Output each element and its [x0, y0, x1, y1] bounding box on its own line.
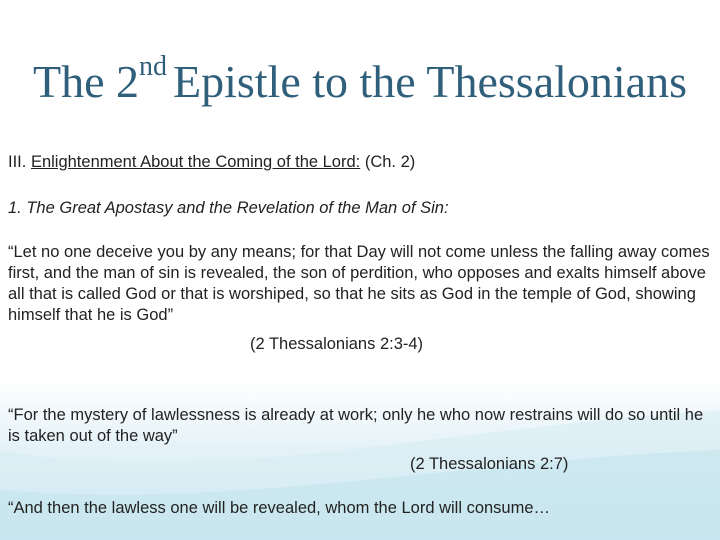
title-superscript: nd: [138, 51, 167, 82]
quote-text: “Let no one deceive you by any means; for that Day will not come unless the falling away comes first, and the man of sin is revealed, the son of perdition, who opposes and exalts himself above all that is called God or that is worshiped, so that he sits as God in the temple of God, showing himself that he is God”: [8, 243, 710, 324]
title-prefix: The 2: [32, 56, 139, 107]
quote-reference: (2 Thessalonians 2:7): [410, 455, 569, 473]
subheading: 1. The Great Apostasy and the Revelation of the Man of Sin:: [8, 199, 449, 217]
quote-reference: (2 Thessalonians 2:3-4): [250, 335, 424, 353]
quote-text: “For the mystery of lawlessness is already at work; only he who now restrains will do so until he is taken out of the way”: [8, 406, 704, 445]
section-heading: [8, 152, 415, 173]
slide-title: [0, 51, 720, 108]
section-chapter: (Ch. 2): [364, 153, 416, 171]
section-numeral: III.: [8, 153, 27, 171]
section-heading-text: Enlightenment About the Coming of the Lord:: [30, 153, 361, 171]
quote-text: “And then the lawless one will be revealed, whom the Lord will consume…: [8, 499, 551, 517]
title-suffix: Epistle to the Thessalonians: [172, 56, 688, 107]
